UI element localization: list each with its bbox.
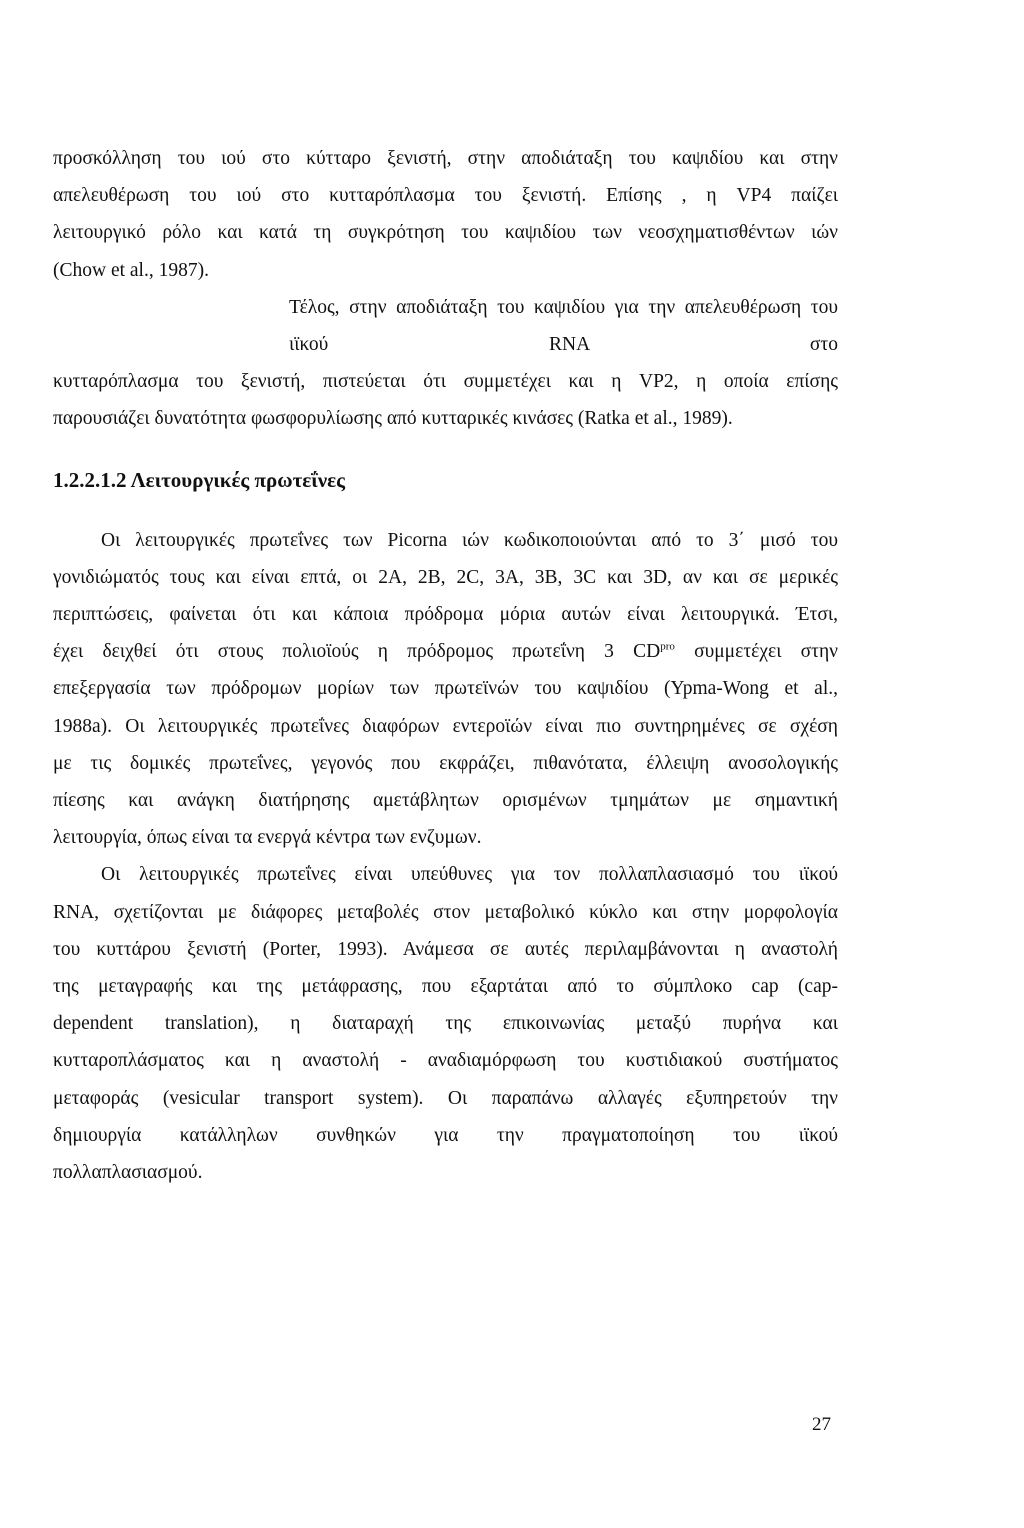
paragraph-1 [53,140,838,289]
text-line: Τέλος, στην αποδιάταξη του καψιδίου για την απελευθέρωση του ιϊκού RNA στο [289,296,838,356]
text-line: dependent translation), η διαταραχή της επικοινωνίας μεταξύ πυρήνα και [53,1013,838,1035]
page-number: 27 [812,1414,831,1435]
text-line: κυτταρόπλασμα του ξενιστή, πιστεύεται ότι συμμετέχει και η VP2, η οποία επίσης [53,371,838,393]
text-line: λειτουργία, όπως είναι τα ενεργά κέντρα των ενζυμων. [53,827,482,849]
text-line: του κυττάρου ξενιστή (Porter, 1993). Ανάμεσα σε αυτές περιλαμβάνονται η αναστολή [53,938,838,960]
text-line: μεταφοράς (vesicular transport system). Οι παραπάνω αλλαγές εξυπηρετούν την [53,1087,838,1109]
text-line [53,633,838,670]
text-line: περιπτώσεις, φαίνεται ότι και κάποια πρόδρομα μόρια αυτών είναι λειτουργικά. Έτσι, [53,604,838,626]
text-line: με τις δομικές πρωτεΐνες, γεγονός που εκφράζει, πιθανότατα, έλλειψη ανοσολογικής [53,752,838,774]
section-heading: 1.2.2.1.2 Λειτουργικές πρωτεΐνες [53,467,345,492]
document-body [53,140,838,1191]
text-line: Οι λειτουργικές πρωτεΐνες των Picorna ιών κωδικοποιούνται από το 3΄ μισό του [101,529,838,551]
text-line: (Chow et al., 1987). [53,259,209,281]
text-fragment: συμμετέχει στην [674,641,838,663]
text-line: της μεταγραφής και της μετάφρασης, που εξαρτάται από το σύμπλοκο cap (cap- [53,976,838,998]
text-line: 1988a). Οι λειτουργικές πρωτεΐνες διαφόρων εντεροϊών είναι πιο συντηρημένες σε σχέση [53,715,838,737]
text-line: γονιδιώματός τους και είναι επτά, οι 2A, 2B, 2C, 3A, 3B, 3C και 3D, αν και σε μερικές [53,566,838,588]
text-fragment: έχει δειχθεί ότι στους πολιοϊούς η πρόδρομος πρωτεΐνη 3 CD [53,641,661,663]
paragraph-3 [53,522,838,857]
text-line: πολλαπλασιασμού. [53,1162,203,1184]
text-line: απελευθέρωση του ιού στο κυτταρόπλασμα του ξενιστή. Επίσης , η VP4 παίζει [53,185,838,207]
text-line: λειτουργικό ρόλο και κατά τη συγκρότηση του καψιδίου των νεοσχηματισθέντων ιών [53,222,838,244]
text-line: πίεσης και ανάγκη διατήρησης αμετάβλητων ορισμένων τμημάτων με σημαντική [53,790,838,812]
text-line: προσκόλληση του ιού στο κύτταρο ξενιστή, στην αποδιάταξη του καψιδίου και στην [53,148,838,169]
text-line: RNA, σχετίζονται με διάφορες μεταβολές στον μεταβολικό κύκλο και στην μορφολογία [53,901,838,923]
text-line: κυτταροπλάσματος και η αναστολή - αναδιαμόρφωση του κυστιδιακού συστήματος [53,1050,838,1072]
text-line: δημιουργία κατάλληλων συνθηκών για την πραγματοποίηση του ιϊκού [53,1124,838,1146]
superscript: pro [660,640,675,653]
text-line: Οι λειτουργικές πρωτεΐνες είναι υπεύθυνες για τον πολλαπλασιασμό του ιϊκού [101,864,838,886]
paragraph-2 [53,289,838,438]
text-line: επεξεργασία των πρόδρομων μορίων των πρωτεϊνών του καψιδίου (Ypma-Wong et al., [53,678,838,700]
paragraph-4 [53,856,838,1191]
text-line: παρουσιάζει δυνατότητα φωσφορυλίωσης από κυτταρικές κινάσες (Ratka et al., 1989). [53,408,733,430]
